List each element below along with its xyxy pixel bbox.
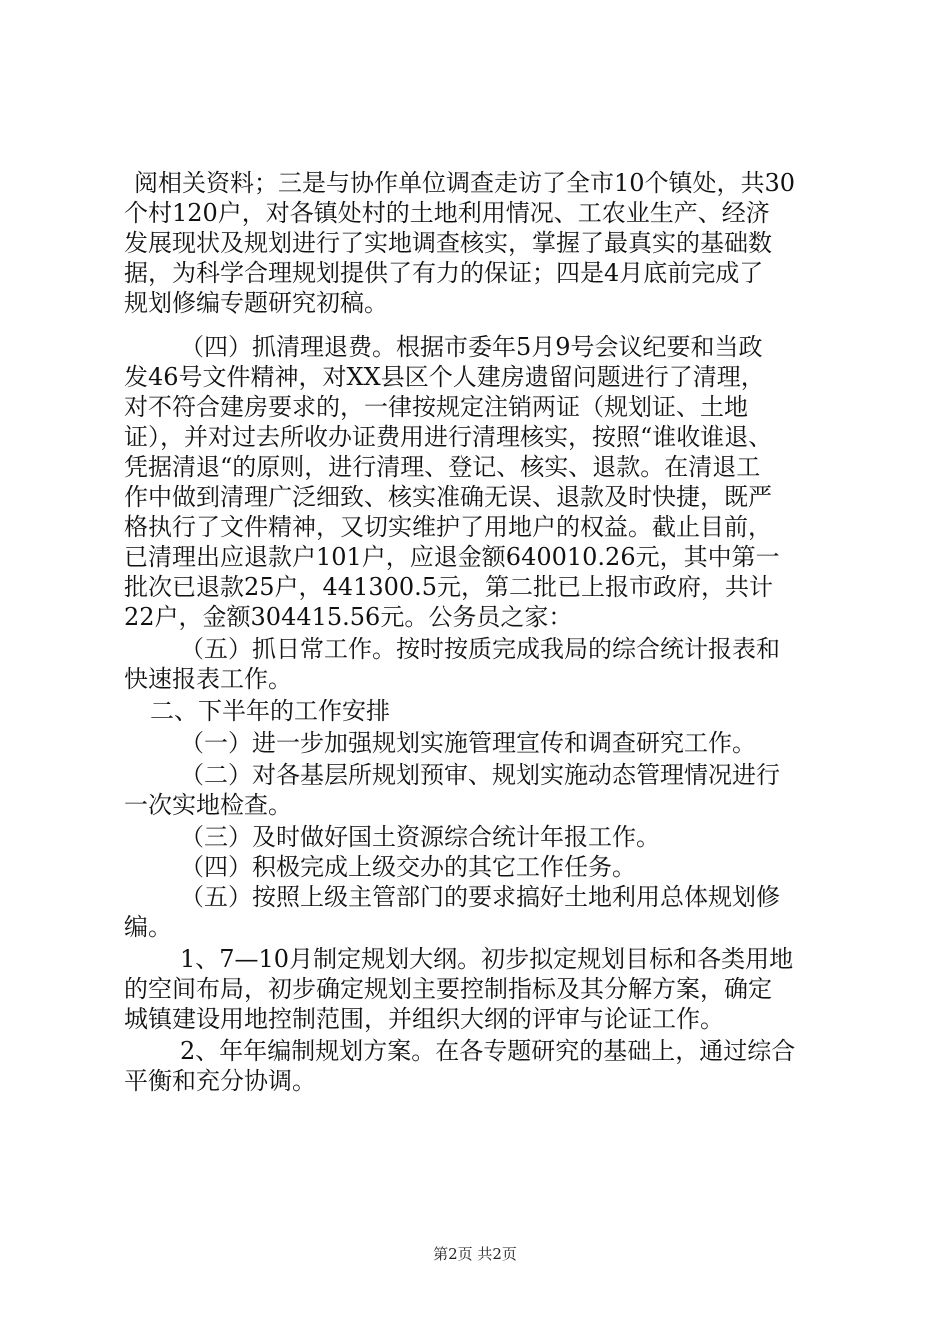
body-line: 个村120户，对各镇处村的土地利用情况、工农业生产、经济 xyxy=(124,199,770,227)
body-line: 格执行了文件精神，又切实维护了用地户的权益。截止目前， xyxy=(124,513,772,541)
body-line: 城镇建设用地控制范围，并组织大纲的评审与论证工作。 xyxy=(124,1005,724,1033)
body-line: （四）抓清理退费。根据市委年5月9号会议纪要和当政 xyxy=(180,333,763,361)
body-line: 对不符合建房要求的，一律按规定注销两证（规划证、土地 xyxy=(124,393,748,421)
body-line: （五）抓日常工作。按时按质完成我局的综合统计报表和 xyxy=(180,635,780,663)
body-line: 平衡和充分协调。 xyxy=(124,1067,316,1095)
body-line: （一）进一步加强规划实施管理宣传和调查研究工作。 xyxy=(180,729,756,757)
body-line: 二、下半年的工作安排 xyxy=(150,697,390,725)
body-line: 证），并对过去所收办证费用进行清理核实，按照“谁收谁退、 xyxy=(124,423,773,451)
body-line: 22户，金额304415.56元。公务员之家： xyxy=(124,603,573,631)
body-line: 1、7—10月制定规划大纲。初步拟定规划目标和各类用地 xyxy=(180,945,794,973)
body-line: （五）按照上级主管部门的要求搞好土地利用总体规划修 xyxy=(180,883,780,911)
body-line: （二）对各基层所规划预审、规划实施动态管理情况进行 xyxy=(180,761,780,789)
body-line: 一次实地检查。 xyxy=(124,791,292,819)
body-line: 快速报表工作。 xyxy=(124,665,292,693)
body-line: 发46号文件精神，对XX县区个人建房遗留问题进行了清理， xyxy=(124,363,765,391)
body-line: 规划修编专题研究初稿。 xyxy=(124,289,388,317)
body-line: 2、年年编制规划方案。在各专题研究的基础上，通过综合 xyxy=(180,1037,796,1065)
body-line: （三）及时做好国土资源综合统计年报工作。 xyxy=(180,823,660,851)
body-line: 编。 xyxy=(124,913,172,941)
body-line: 凭据清退“的原则，进行清理、登记、核实、退款。在清退工 xyxy=(124,453,761,481)
body-line: 作中做到清理广泛细致、核实准确无误、退款及时快捷，既严 xyxy=(124,483,772,511)
body-line: 已清理出应退款户101户，应退金额640010.26元，其中第一 xyxy=(124,543,780,571)
body-line: 发展现状及规划进行了实地调查核实，掌握了最真实的基础数 xyxy=(124,229,772,257)
body-line: 的空间布局，初步确定规划主要控制指标及其分解方案，确定 xyxy=(124,975,772,1003)
page-footer: 第2页 共2页 xyxy=(433,1245,517,1263)
body-line: 批次已退款25户，441300.5元，第二批已上报市政府，共计 xyxy=(124,573,774,601)
body-line: 阅相关资料；三是与协作单位调查走访了全市10个镇处，共30 xyxy=(134,169,796,197)
body-line: （四）积极完成上级交办的其它工作任务。 xyxy=(180,853,636,881)
body-line: 据，为科学合理规划提供了有力的保证；四是4月底前完成了 xyxy=(124,259,764,287)
